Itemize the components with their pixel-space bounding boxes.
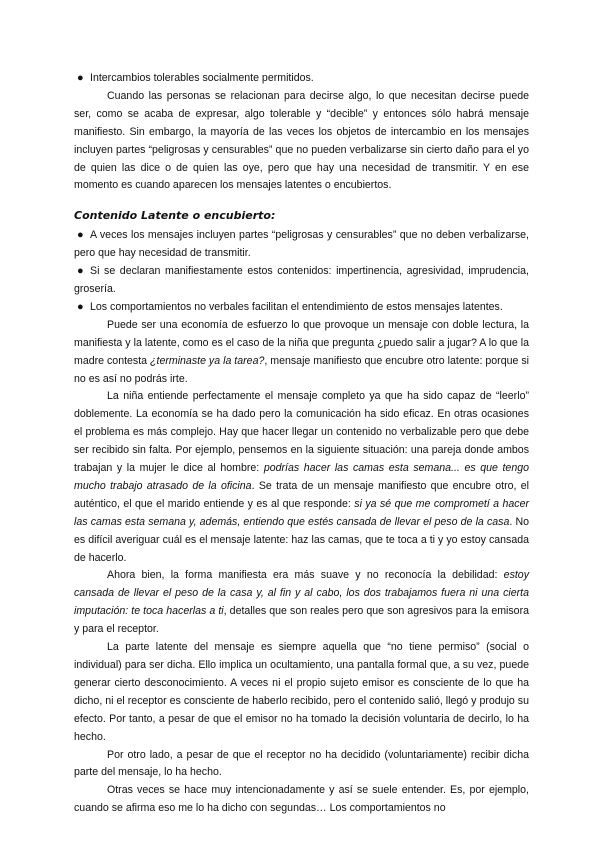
paragraph: Cuando las personas se relacionan para decirse algo, lo que necesitan decirse puede ser, como se acaba de expresar, algo tolerable y “decible” y entonces sólo habrá mensaje manifiesto. Sin embargo, la mayoría de las veces los objetos de intercambio en los mensajes incluyen partes “peligrosas y censurables” que no pueden verbalizarse sin cierto daño para el yo de quien las dice o de quien las oye, pero que hay una necesidad de transmitir. Y en ese momento es cuando aparecen los mensajes latentes o encubiertos. <box>74 89 529 192</box>
list-item-text: Si se declaran manifiestamente estos contenidos: impertinencia, agresividad, imprudencia, grosería. <box>74 265 529 295</box>
document-body <box>74 70 529 818</box>
paragraph: La parte latente del mensaje es siempre aquella que “no tiene permiso” (social o individual) para ser dicha. Ello implica un ocultamiento, una pantalla formal que, a su vez, puede generar cierto desconocimiento. A veces ni el propio sujeto emisor es consciente de lo que ha dicho, ni el receptor es consciente de haberlo recibido, pero el contenido salió, llegó y produjo su efecto. Por tanto, a pesar de que el emisor no ha tomado la decisión voluntaria de decirlo, lo ha hecho. <box>74 641 529 743</box>
bullet-icon: ● <box>77 300 84 313</box>
list-item <box>74 299 529 317</box>
text-run: , mensaje manifiesto que encubre otro latente: porque si no es así no podrás irte. <box>74 354 530 385</box>
list-item-text: Intercambios tolerables socialmente permitidos. <box>90 72 314 84</box>
bullet-icon: ● <box>77 72 84 84</box>
bullet-icon: ● <box>77 229 84 242</box>
text-run: . Se trata de un mensaje manifiesto que encubre otro, el auténtico, el que el marido entiende y es al que responde: <box>74 479 529 510</box>
italic-text-run: si ya sé que me comprometí a hacer las camas esta semana y, además, entiendo que estés cansada de llevar el peso de la casa <box>74 497 529 528</box>
paragraph <box>74 317 529 389</box>
list-item <box>74 227 529 263</box>
italic-text-run: ¿terminaste ya la tarea? <box>150 354 265 367</box>
paragraph: Otras veces se hace muy intencionadamente y así se suele entender. Es, por ejemplo, cuando se afirma eso me lo ha dicho con segundas… Los comportamientos no <box>74 784 529 815</box>
section-heading: Contenido Latente o encubierto: <box>74 209 276 223</box>
text-run: . No es difícil averiguar cuál es el mensaje latente: haz las camas, que te toca a ti y yo estoy cansada de hacerlo. <box>74 515 529 564</box>
list-item <box>74 263 529 299</box>
text-run: La niña entiende perfectamente el mensaje completo ya que ha sido capaz de “leerlo” doblemente. La economía se ha dado pero la comunicación ha sido eficaz. En otras ocasiones el problema es más complejo. Hay que hacer llegar un contenido no verbalizable pero que debe ser recibido sin falta. Por ejemplo, pensemos en la siguiente situación: una pareja donde ambos trabajan y la mujer le dice al hombre: <box>74 390 529 475</box>
list-item <box>74 70 529 88</box>
list-item-text: Los comportamientos no verbales facilitan el entendimiento de estos mensajes latentes. <box>90 300 503 313</box>
text-run: Puede ser una economía de esfuerzo lo que provoque un mensaje con doble lectura, la manifiesta y la latente, como es el caso de la niña que pregunta ¿puedo salir a jugar? A lo que la madre contesta <box>74 318 529 367</box>
bullet-icon: ● <box>77 265 84 278</box>
italic-text-run: podrías hacer las camas esta semana... es que tengo mucho trabajo atrasado de la oficina <box>74 462 530 492</box>
paragraph <box>74 388 529 567</box>
text-run: Ahora bien, la forma manifiesta era más suave y no reconocía la debilidad: <box>107 569 504 582</box>
text-run: , detalles que son reales pero que son agresivos para la emisora y para el receptor. <box>74 605 529 636</box>
paragraph: Por otro lado, a pesar de que el receptor no ha decidido (voluntariamente) recibir dicha parte del mensaje, lo ha hecho. <box>74 748 529 779</box>
paragraph <box>74 567 529 639</box>
list-item-text: A veces los mensajes incluyen partes “peligrosas y censurables” que no deben verbalizarse, pero que hay necesidad de transmitir. <box>74 229 529 260</box>
italic-text-run: estoy cansada de llevar el peso de la casa y, al fin y al cabo, los dos trabajamos fuera ni una cierta imputación: te toca hacerlas a ti <box>74 569 529 618</box>
